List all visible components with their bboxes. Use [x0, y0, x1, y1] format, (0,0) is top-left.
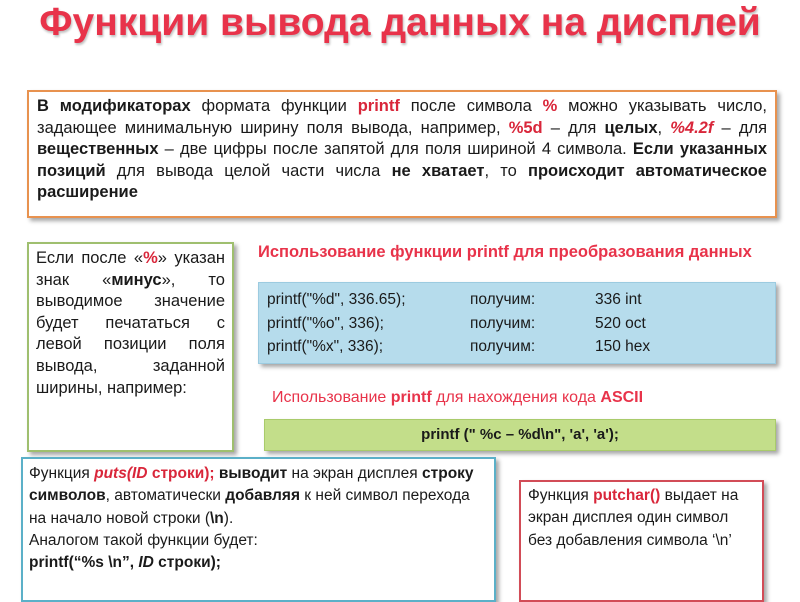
code-statement: printf("%x", 336); [267, 338, 384, 355]
puts-text: ). [223, 509, 234, 527]
minus-text: Если после « [36, 249, 144, 267]
code-statement: printf("%d", 336.65); [267, 291, 406, 308]
intro-text: вещественных [37, 140, 159, 159]
printf-width-modifiers-box [27, 90, 777, 218]
code-statement: printf("%o", 336); [267, 314, 384, 332]
puts-code: строки); [147, 465, 219, 482]
intro-text: для вывода целой части числа [105, 161, 392, 180]
convert-heading: Использование функции printf для преобразования данных [258, 243, 752, 261]
minus-text: », то выводимое значение будет печататься с левой позиции поля вывода, заданной ширины, например: [36, 270, 225, 397]
code-row [267, 312, 767, 336]
intro-text: – для [542, 118, 605, 137]
puts-function-box [21, 457, 496, 602]
code-row [267, 288, 767, 312]
intro-text: – для [713, 118, 768, 137]
intro-text: , то [484, 161, 529, 180]
ascii-heading [272, 388, 772, 408]
intro-text: не хватает [391, 161, 485, 180]
puts-code: строки); [153, 554, 221, 572]
puts-code: printf(“%s \n”, [29, 554, 139, 572]
code-label: получим: [470, 314, 536, 332]
puts-text: добавляя [225, 487, 300, 505]
putchar-text: выдает на экран дисплея один символ без добавления символа ‘\n’ [528, 487, 739, 549]
puts-code: (ID [126, 465, 148, 482]
puts-code: puts [94, 465, 127, 482]
puts-text: , автоматически [105, 487, 226, 505]
code-result: 150 hex [595, 338, 651, 355]
code-result: 520 oct [595, 314, 646, 332]
puts-code: ID [138, 554, 154, 572]
intro-code: %4.2f [670, 118, 714, 137]
intro-text: целых [604, 118, 658, 137]
intro-text: В модификаторах [37, 97, 191, 115]
putchar-code: putchar() [593, 487, 661, 504]
intro-text: Если указанных позиций [37, 140, 767, 180]
puts-text: Функция [29, 465, 95, 482]
ascii-code-box: printf (" %c – %d\n", 'a', 'a'); [264, 419, 776, 451]
minus-text: минус [111, 270, 162, 289]
convert-code-box [258, 282, 776, 364]
puts-text: выводит [218, 465, 288, 482]
minus-flag-box [27, 242, 234, 452]
intro-code: printf [357, 97, 400, 115]
puts-code: \n [210, 509, 224, 527]
intro-code: % [542, 97, 558, 115]
puts-text: к ней символ перехода на начало новой строки ( [29, 487, 470, 527]
intro-code: %5d [508, 118, 543, 137]
intro-text: можно указывать число, задающее минимальную ширину поля вывода, например, [37, 97, 767, 137]
puts-text: на экран дисплея [287, 465, 423, 482]
intro-text: после символа [399, 97, 543, 115]
page-title: Функции вывода данных на дисплей [39, 1, 761, 44]
intro-text: – две цифры после запятой для поля шириной 4 символа. [158, 140, 633, 159]
minus-text: » указан знак « [36, 249, 225, 289]
putchar-text: Функция [528, 487, 594, 504]
puts-text: Аналогом такой функции будет: [29, 531, 258, 549]
intro-text: , [657, 118, 671, 137]
intro-text: формата функции [190, 97, 358, 115]
ascii-heading-text: для нахождения кода [431, 389, 601, 406]
intro-text: происходит автоматическое расширение [37, 161, 767, 202]
minus-code: % [143, 249, 158, 267]
ascii-heading-text: Использование [272, 389, 391, 406]
code-label: получим: [470, 291, 536, 308]
ascii-heading-code: printf [390, 389, 432, 406]
putchar-function-box [519, 480, 764, 602]
puts-text: строку символов [29, 465, 474, 505]
code-label: получим: [470, 338, 536, 355]
ascii-heading-word: ASCII [600, 389, 644, 406]
code-row [267, 335, 767, 359]
code-result: 336 int [595, 291, 642, 308]
